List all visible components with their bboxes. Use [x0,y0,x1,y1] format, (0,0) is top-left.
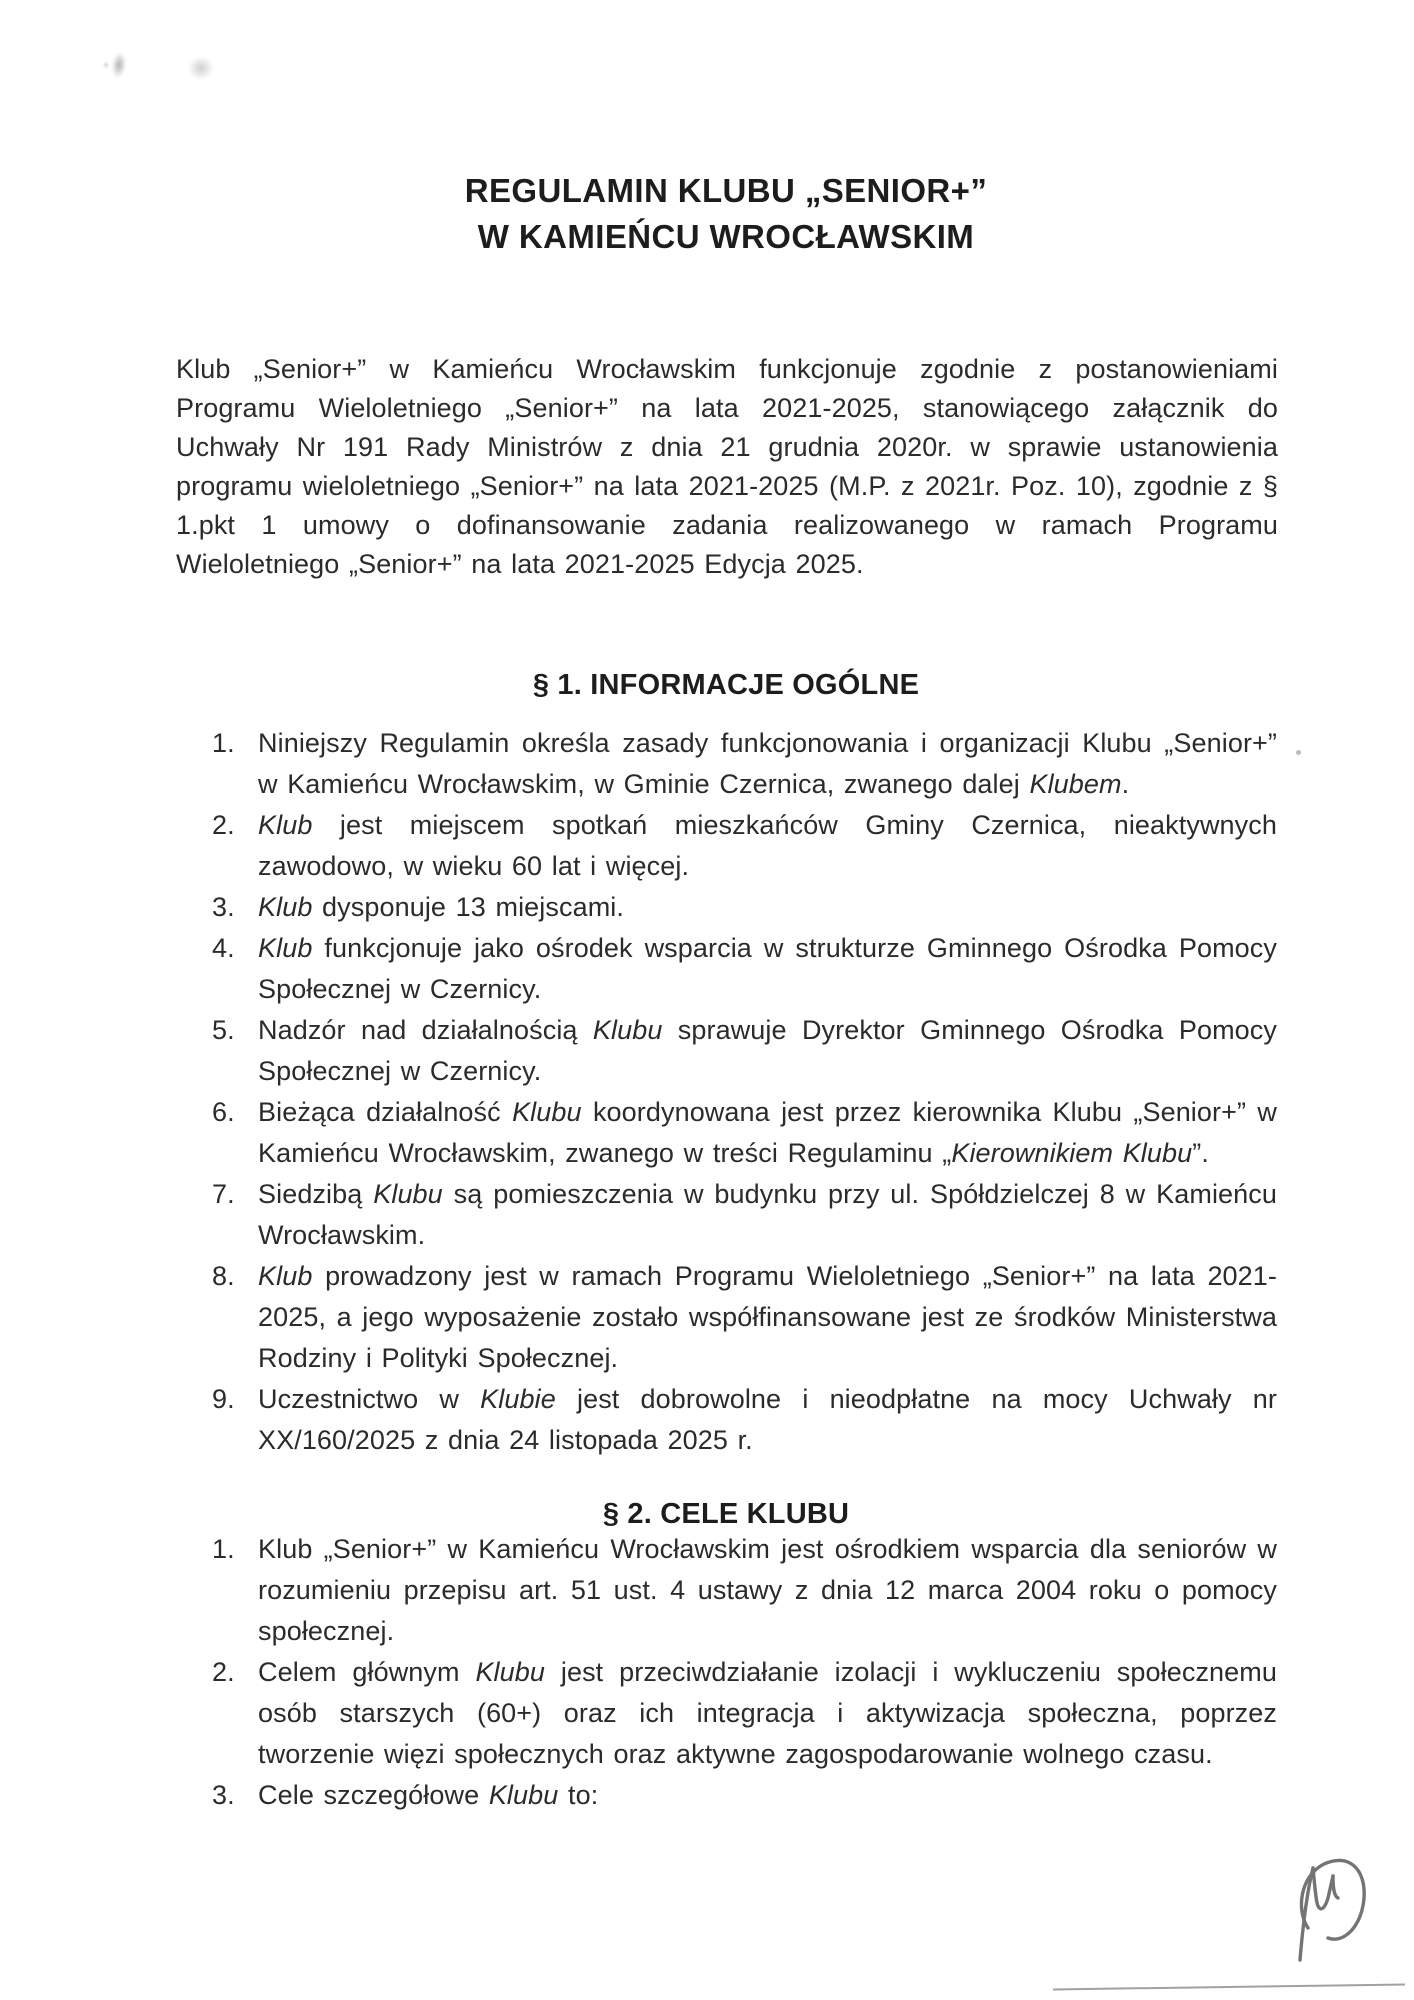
signature [1286,1854,1372,1966]
item-text: Niniejszy Regulamin określa zasady funkcjonowania i organizacji Klubu „Senior+” w Kamieńcu Wrocławskim, w Gminie Czernica, zwanego dalej Klubem. [258,728,1277,799]
item-number: 2. [212,1657,235,1687]
scan-smudge [186,54,216,83]
item-text: Klub dysponuje 13 miejscami. [258,892,624,922]
item-number: 4. [212,933,235,963]
list-item [175,1652,1277,1775]
scan-dot [1296,750,1301,755]
section-list [175,723,1277,1461]
item-text: Klub funkcjonuje jako ośrodek wsparcia w strukturze Gminnego Ośrodka Pomocy Społecznej w Czernicy. [258,933,1277,1004]
item-text: Klub „Senior+” w Kamieńcu Wrocławskim jest ośrodkiem wsparcia dla seniorów w rozumieniu przepisu art. 51 ust. 4 ustawy z dnia 12 marca 2004 roku o pomocy społecznej. [258,1534,1277,1646]
item-number: 9. [212,1384,235,1414]
document-title-line1: REGULAMIN KLUBU „SENIOR+” [464,172,988,209]
list-item [175,1092,1277,1174]
list-item [175,805,1277,887]
item-number: 3. [212,1780,235,1810]
section-list [175,1529,1277,1816]
document-title [156,168,1296,260]
section-heading: § 2. CELE KLUBU [602,1498,850,1530]
intro-paragraph: Klub „Senior+” w Kamieńcu Wrocławskim funkcjonuje zgodnie z postanowieniami Programu Wieloletniego „Senior+” na lata 2021-2025, stanowiącego załącznik do Uchwały Nr 191 Rady Ministrów z dnia 21 grudnia 2020r. w sprawie ustanowienia programu wieloletniego „Senior+” na lata 2021-2025 (M.P. z 2021r. Poz. 10), zgodnie z § 1.pkt 1 umowy o dofinansowanie zadania realizowanego w ramach Programu Wieloletniego „Senior+” na lata 2021-2025 Edycja 2025. [176,354,1278,579]
item-number: 3. [212,892,235,922]
item-number: 1. [212,728,235,758]
list-item [175,1010,1277,1092]
item-text: Cele szczegółowe Klubu to: [258,1780,599,1810]
document-title-line2: W KAMIEŃCU WROCŁAWSKIM [477,218,975,255]
item-number: 1. [212,1534,235,1564]
list-item [175,1379,1277,1461]
scan-edge-line [1053,1984,1405,1991]
item-text: Klub prowadzony jest w ramach Programu Wieloletniego „Senior+” na lata 2021-2025, a jego wyposażenie zostało współfinansowane jest ze środków Ministerstwa Rodziny i Polityki Społecznej. [258,1261,1277,1373]
item-text: Klub jest miejscem spotkań mieszkańców Gminy Czernica, nieaktywnych zawodowo, w wieku 60 lat i więcej. [258,810,1277,881]
item-text: Siedzibą Klubu są pomieszczenia w budynku przy ul. Spółdzielczej 8 w Kamieńcu Wrocławskim. [258,1179,1277,1250]
item-number: 7. [212,1179,235,1209]
list-item [175,1775,1277,1816]
item-number: 8. [212,1261,235,1291]
list-item [175,887,1277,928]
list-item [175,928,1277,1010]
list-item [175,1256,1277,1379]
item-text: Nadzór nad działalnością Klubu sprawuje Dyrektor Gminnego Ośrodka Pomocy Społecznej w Czernicy. [258,1015,1277,1086]
item-text: Uczestnictwo w Klubie jest dobrowolne i nieodpłatne na mocy Uchwały nr XX/160/2025 z dnia 24 listopada 2025 r. [258,1384,1277,1455]
item-text: Celem głównym Klubu jest przeciwdziałanie izolacji i wykluczeniu społecznemu osób starszych (60+) oraz ich integracja i aktywizacja społeczna, poprzez tworzenie więzi społecznych oraz aktywne zagospodarowanie wolnego czasu. [258,1657,1277,1769]
list-item [175,723,1277,805]
item-number: 5. [212,1015,235,1045]
scan-smudge [110,51,127,79]
scan-smudge [103,62,109,68]
section-heading: § 1. INFORMACJE OGÓLNE [532,669,920,701]
item-number: 2. [212,810,235,840]
item-number: 6. [212,1097,235,1127]
list-item [175,1174,1277,1256]
list-item [175,1529,1277,1652]
item-text: Bieżąca działalność Klubu koordynowana jest przez kierownika Klubu „Senior+” w Kamieńcu Wrocławskim, zwanego w treści Regulaminu „Kierownikiem Klubu”. [258,1097,1277,1168]
